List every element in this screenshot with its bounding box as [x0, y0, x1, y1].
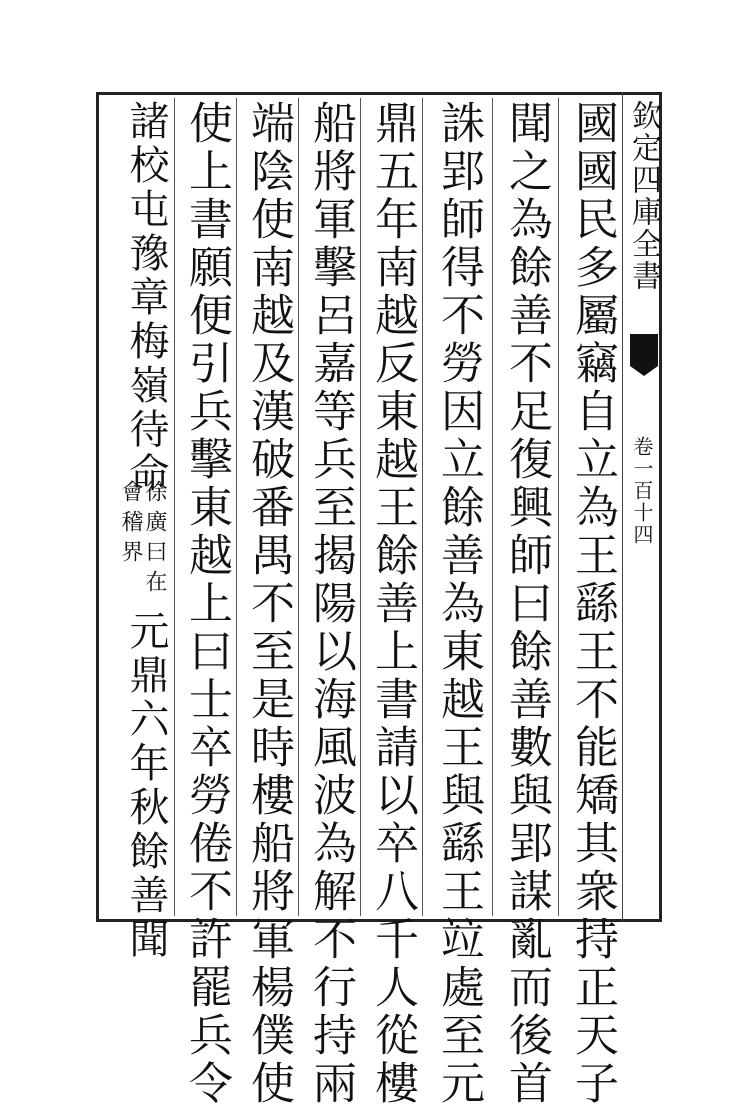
text-column-5: 船將軍擊呂嘉等兵至揭陽以海風波為解不行持兩 — [305, 100, 356, 1108]
column-rule — [492, 98, 493, 916]
column-rule — [236, 98, 237, 916]
text-column-6: 端陰使南越及漢破番禺不至是時樓船將軍楊僕使 — [243, 100, 294, 1108]
annotation-line-1: 徐廣曰在 — [142, 480, 167, 600]
text-column-8-tail: 元鼎六年秋餘善聞 — [123, 610, 169, 962]
text-column-3: 誅郢師得不勞因立餘善為東越王與繇王竝處至元 — [433, 100, 484, 1108]
fishtail-mark-icon — [630, 334, 658, 366]
column-rule — [558, 98, 559, 916]
annotation-line-2: 會稽界 — [118, 480, 143, 570]
book-title: 欽定四庫全書 — [626, 100, 661, 292]
column-rule — [174, 98, 175, 916]
column-rule — [360, 98, 361, 916]
column-rule — [422, 98, 423, 916]
text-column-8: 諸校屯豫章梅嶺待命 — [123, 100, 169, 496]
text-column-1: 國國民多屬竊自立為王繇王不能矯其衆持正天子 — [567, 100, 618, 1108]
text-column-2: 聞之為餘善不足復興師曰餘善數與郢謀亂而後首 — [501, 100, 552, 1108]
juan-number: 卷一百十四 — [630, 436, 654, 546]
column-rule — [298, 98, 299, 916]
text-column-4: 鼎五年南越反東越王餘善上書請以卒八千人從樓 — [367, 100, 418, 1108]
text-column-7: 使上書願便引兵擊東越上曰士卒勞倦不許罷兵令 — [181, 100, 232, 1108]
